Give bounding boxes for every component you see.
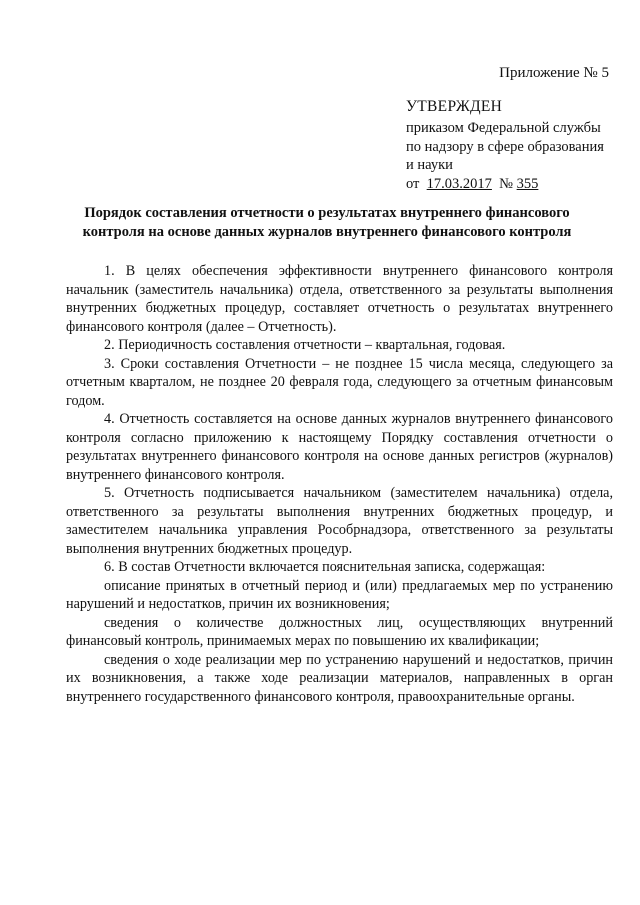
- paragraph-6: 6. В состав Отчетности включается пояснительная записка, содержащая:: [104, 559, 546, 575]
- paragraph-3: 3. Сроки составления Отчетности – не позднее 15 числа месяца, следующего за отчетным кварталом, не позднее 20 февраля года, следующего за отчетным финансовым годом.: [66, 355, 613, 409]
- approval-date: 17.03.2017: [426, 176, 492, 193]
- date-prefix: от: [406, 176, 420, 193]
- approval-stamp: [406, 98, 621, 194]
- paragraph-1: 1. В целях обеспечения эффективности внутреннего финансового контроля начальник (заместитель начальника) отдела, ответственного за результаты выполнения внутренних бюджетных процедур, составляет отчетность о результатах внутреннего финансового контроля (далее – Отчетность).: [66, 263, 613, 335]
- appendix-label: Приложение № 5: [499, 65, 609, 81]
- number-prefix: №: [499, 176, 513, 193]
- paragraph-4: 4. Отчетность составляется на основе данных журналов внутреннего финансового контроля согласно приложению к настоящему Порядку составления отчетности о результатах внутреннего финансового контроля на основе данных регистров (журналов) внутреннего финансового контроля.: [66, 411, 613, 483]
- paragraph-6-item-2: сведения о количестве должностных лиц, осуществляющих внутренний финансовый контроль, принимаемых мерах по повышению их квалификации;: [66, 614, 613, 649]
- document-title: Порядок составления отчетности о результатах внутреннего финансового контроля на основе данных журналов внутреннего финансового контроля: [82, 205, 572, 240]
- approved-heading: УТВЕРЖДЕН: [406, 98, 503, 115]
- approval-number: 355: [516, 176, 539, 193]
- approval-line-3: и науки: [406, 157, 453, 174]
- paragraph-6-item-3: сведения о ходе реализации мер по устранению нарушений и недостатков, причин их возникновения, а также ходе реализации материалов, направленных в орган внутреннего государственного финансового контроля, правоохранительные органы.: [66, 651, 613, 705]
- paragraph-5: 5. Отчетность подписывается начальником (заместителем начальника) отдела, ответственного за результаты выполнения внутренних бюджетных процедур, и заместителем начальника управления Рособрнадзора, ответственного за результаты выполнения внутренних бюджетных процедур.: [66, 485, 613, 557]
- document-body: [66, 262, 613, 706]
- paragraph-6-item-1: описание принятых в отчетный период и (или) предлагаемых мер по устранению нарушений и недостатков, причин их возникновения;: [66, 577, 613, 612]
- approval-date-line: [406, 175, 621, 194]
- approval-line-1: приказом Федеральной службы: [406, 119, 601, 136]
- approval-line-2: по надзору в сфере образования: [406, 138, 604, 155]
- paragraph-2: 2. Периодичность составления отчетности – квартальная, годовая.: [104, 337, 506, 353]
